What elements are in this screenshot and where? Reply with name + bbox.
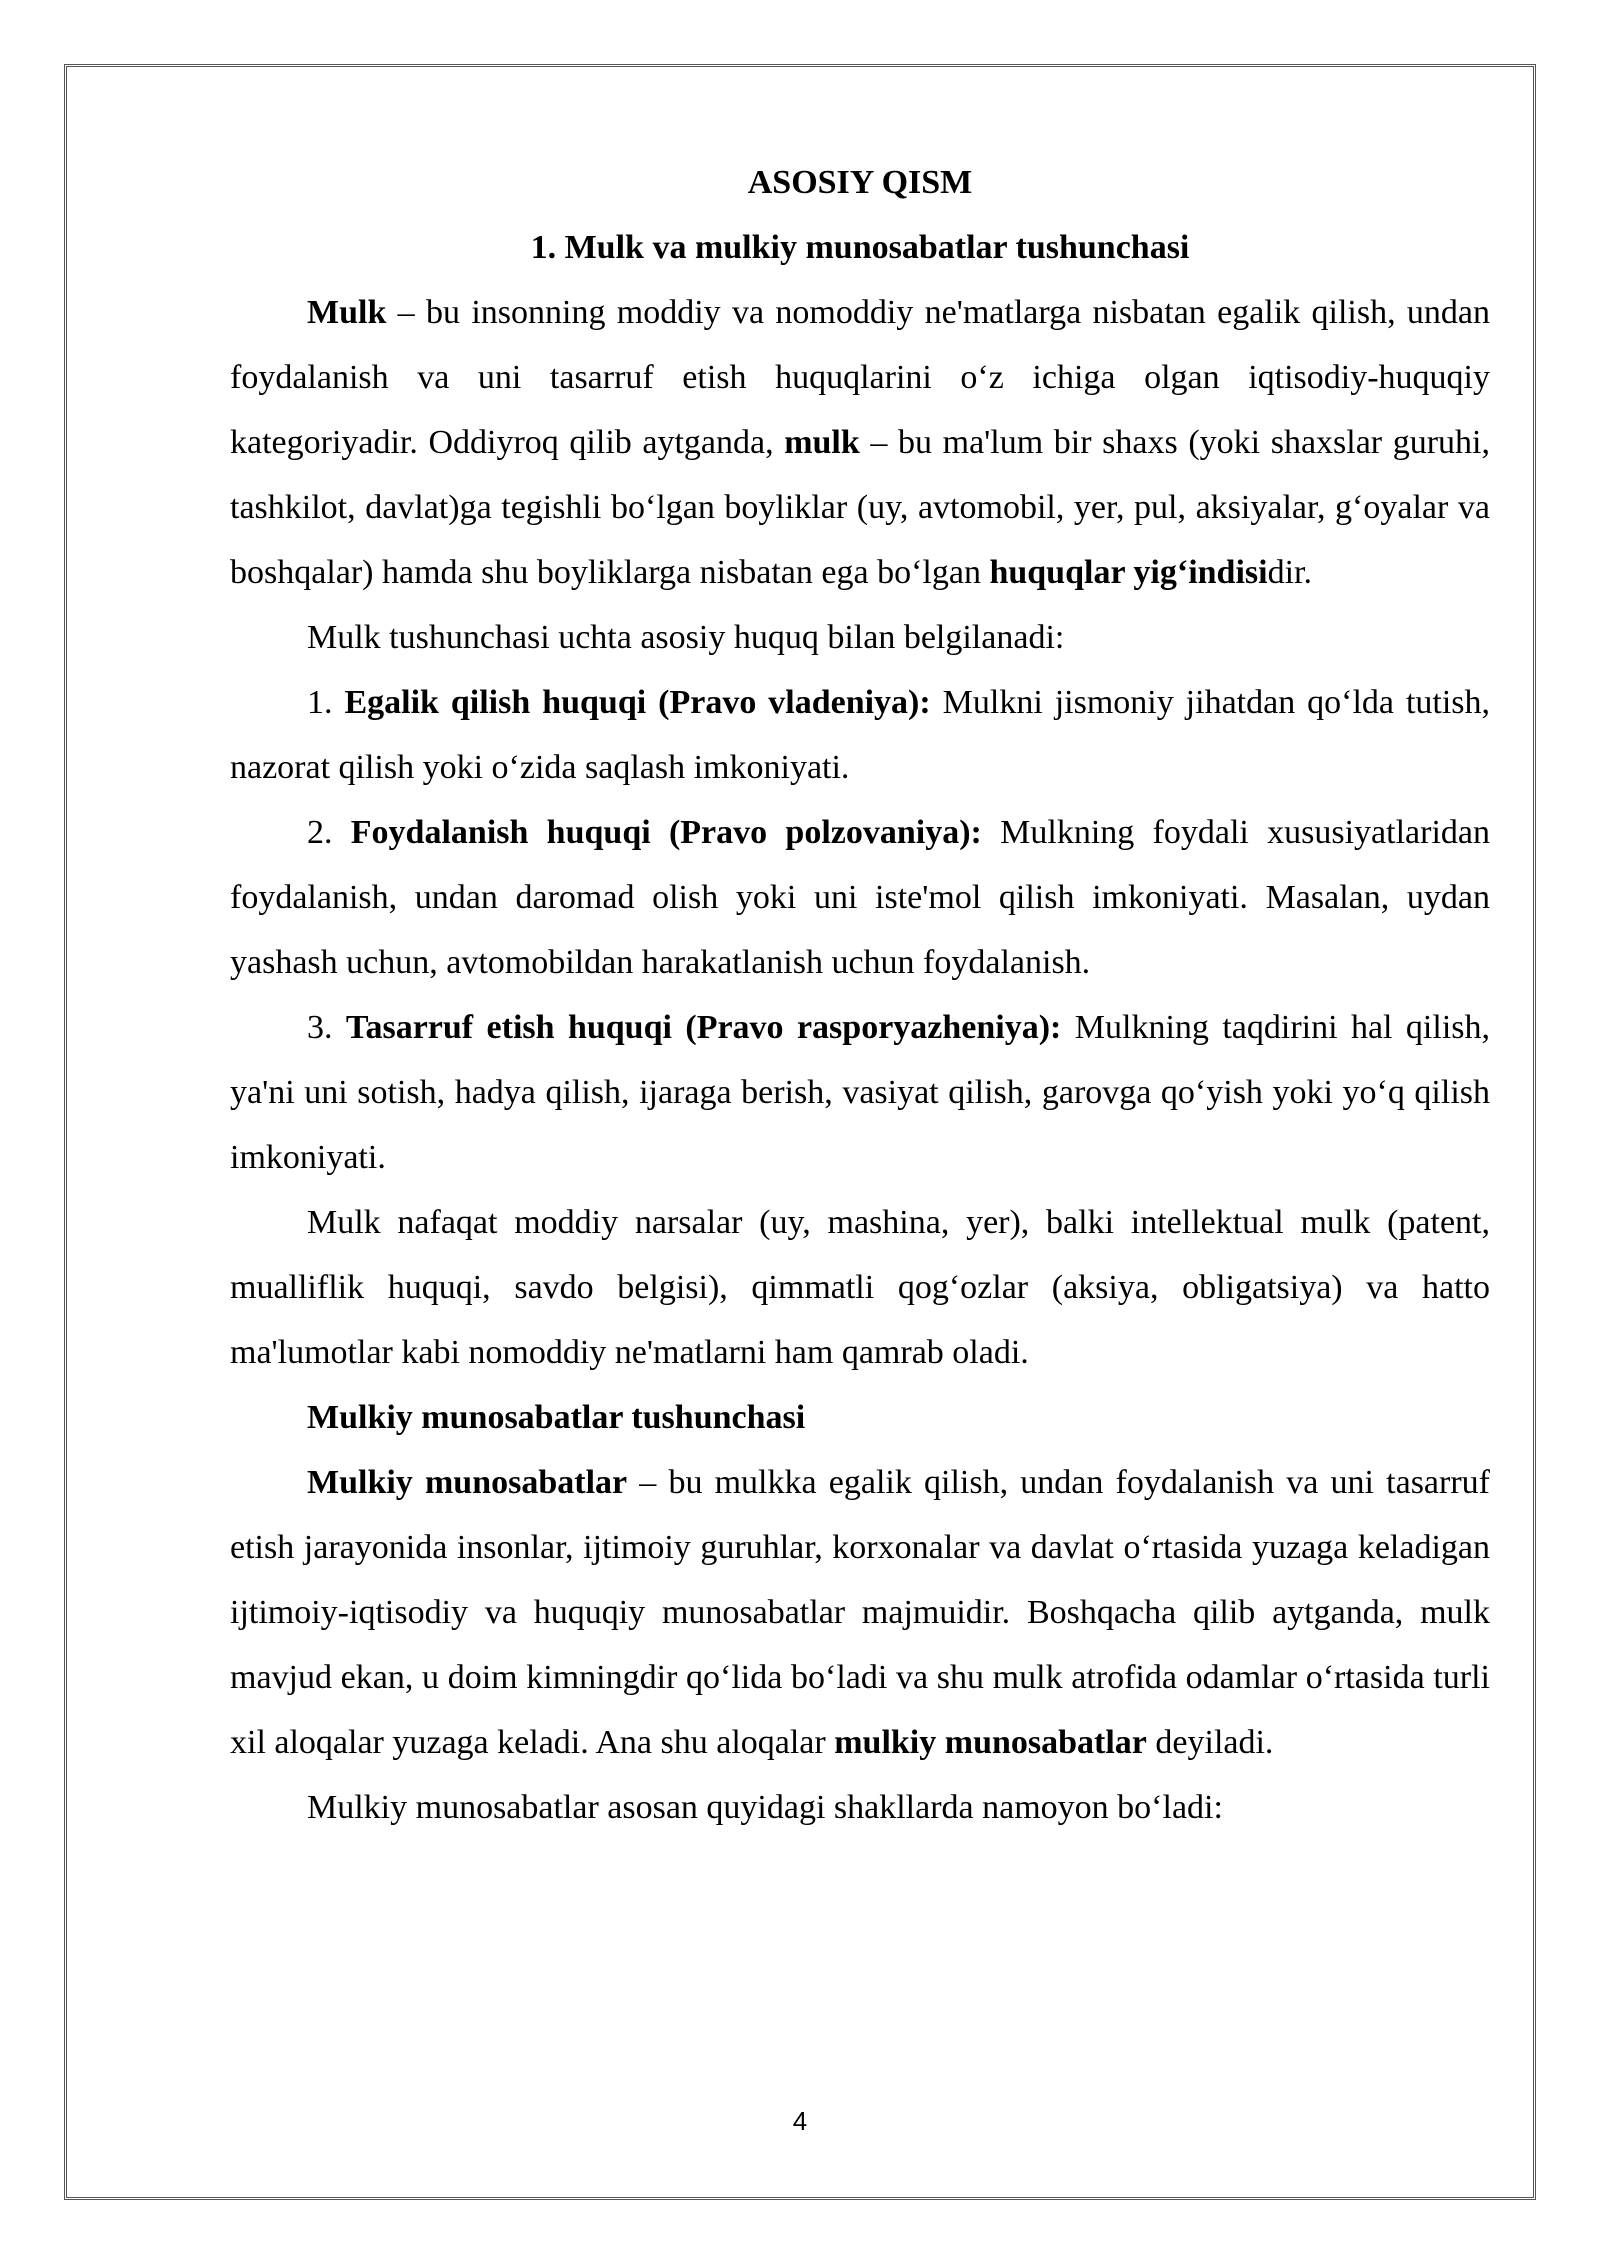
term-mulkiy-munosabatlar-inline: mulkiy munosabatlar [834, 1724, 1147, 1761]
section-title: 1. Mulk va mulkiy munosabatlar tushunchasi [530, 229, 1190, 266]
term-huquqlar: huquqlar yig‘indisi [989, 554, 1268, 591]
term-mulkiy-munosabatlar: Mulkiy munosabatlar [307, 1464, 628, 1501]
document-body [230, 150, 1490, 1840]
list-item-disposal-right [230, 995, 1490, 1190]
list-item-title: Foydalanish huquqi (Pravo polzovaniya): [350, 814, 982, 851]
paragraph-text: deyiladi. [1146, 1724, 1274, 1761]
paragraph-text: – bu ma'lum bir shaxs (yoki shaxslar guruhi, tashkilot, davlat)ga tegishli bo‘lgan boyliklar (uy, avtomobil, yer, pul, aksiyalar, g‘oyalar va boshqalar) hamda shu boyliklarga nisbatan ega bo‘lgan [230, 424, 1490, 591]
list-item-ownership-right [230, 670, 1490, 800]
paragraph-mulk-definition [230, 280, 1490, 605]
paragraph-forms-intro: Mulkiy munosabatlar asosan quyidagi shakllarda namoyon bo‘ladi: [307, 1789, 1223, 1826]
list-item-title: Egalik qilish huquqi (Pravo vladeniya): [344, 684, 931, 721]
paragraph-relations-definition [230, 1450, 1490, 1775]
list-item-title: Tasarruf etish huquqi (Pravo rasporyazheniya): [345, 1009, 1062, 1046]
paragraph-rights-intro: Mulk tushunchasi uchta asosiy huquq bilan belgilanadi: [307, 619, 1065, 656]
subheading: Mulkiy munosabatlar tushunchasi [307, 1399, 806, 1436]
paragraph-text: – bu insonning moddiy va nomoddiy ne'matlarga nisbatan egalik qilish, undan foydalanish va uni tasarruf etish huquqlarini o‘z ichiga olgan iqtisodiy-huquqiy kategoriyadir. Oddiyroq qilib aytganda, [230, 294, 1490, 461]
term-mulk-inline: mulk [784, 424, 860, 461]
list-item-usage-right [230, 800, 1490, 995]
list-item-text: Mulkning taqdirini hal qilish, ya'ni uni sotish, hadya qilish, ijaraga berish, vasiyat qilish, garovga qo‘yish yoki yo‘q qilish imkoniyati. [230, 1009, 1490, 1176]
list-number: 1. [307, 684, 345, 721]
paragraph-property-scope: Mulk nafaqat moddiy narsalar (uy, mashina, yer), balki intellektual mulk (patent, mualliflik huquqi, savdo belgisi), qimmatli qog‘ozlar (aksiya, obligatsiya) va hatto ma'lumotlar kabi nomoddiy ne'matlarni ham qamrab oladi. [230, 1204, 1490, 1371]
paragraph-text: dir. [1267, 554, 1312, 591]
term-mulk: Mulk [307, 294, 387, 331]
page-number: 4 [792, 2106, 808, 2136]
list-number: 3. [307, 1009, 346, 1046]
page-heading: ASOSIY QISM [747, 164, 973, 201]
list-item-text: Mulkning foydali xususiyatlaridan foydalanish, undan daromad olish yoki uni iste'mol qilish imkoniyati. Masalan, uydan yashash uchun, avtomobildan harakatlanish uchun foydalanish. [230, 814, 1490, 981]
paragraph-text: – bu mulkka egalik qilish, undan foydalanish va uni tasarruf etish jarayonida insonlar, ijtimoiy guruhlar, korxonalar va davlat o‘rtasida yuzaga keladigan ijtimoiy-iqtisodiy va huquqiy munosabatlar majmuidir. Boshqacha qilib aytganda, mulk mavjud ekan, u doim kimningdir qo‘lida bo‘ladi va shu mulk atrofida odamlar o‘rtasida turli xil aloqalar yuzaga keladi. Ana shu aloqalar [230, 1464, 1490, 1761]
list-number: 2. [307, 814, 351, 851]
list-item-text: Mulkni jismoniy jihatdan qo‘lda tutish, nazorat qilish yoki o‘zida saqlash imkoniyati. [230, 684, 1491, 786]
